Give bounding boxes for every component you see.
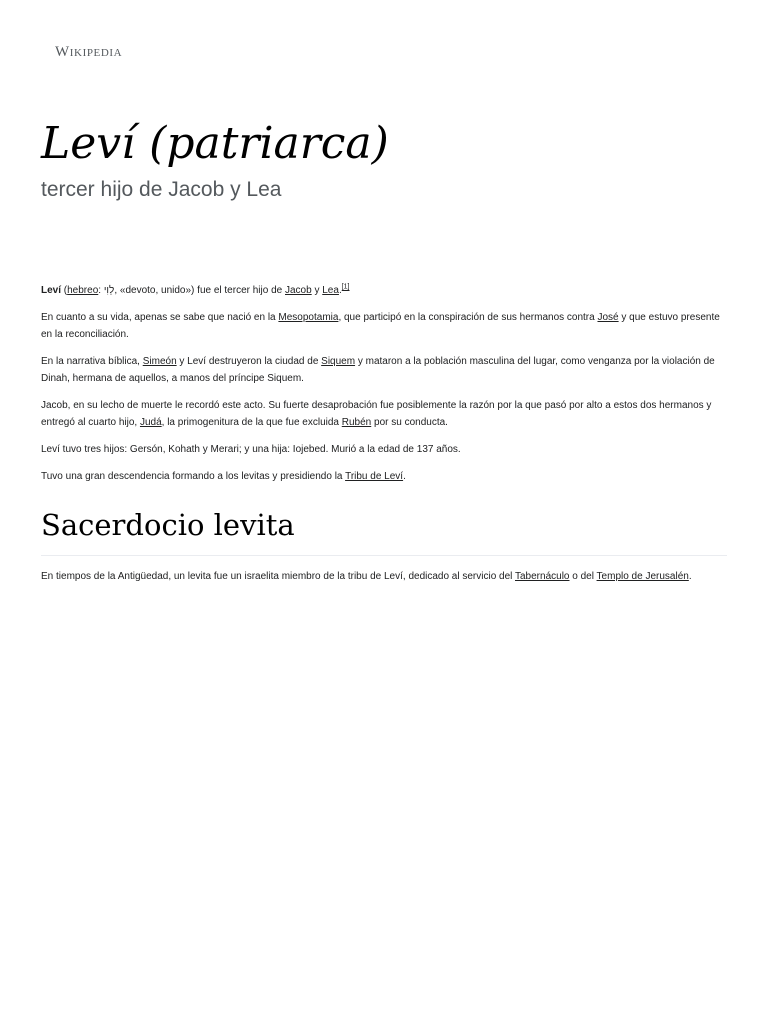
link-juda[interactable]: Judá <box>139 417 162 428</box>
link-hebreo[interactable]: hebreo <box>67 285 99 296</box>
text: . <box>403 471 406 482</box>
link-mesopotamia[interactable]: Mesopotamia <box>278 312 339 323</box>
paragraph-narrative <box>41 353 727 387</box>
text: , la primogenitura de la que fue excluida <box>161 417 342 428</box>
text: ( <box>61 285 68 296</box>
text: Jacob, en su lecho de muerte le recordó este acto. Su fuerte desaprobación fue posiblemente la razón por la que pasó por alto a estos dos hermanos y entregó al cuarto hijo, <box>41 400 712 428</box>
paragraph-children: Leví tuvo tres hijos: Gersón, Kohath y Merari; y una hija: Iojebed. Murió a la edad de 137 años. <box>41 444 461 455</box>
text: y mataron a la población masculina del lugar, como venganza por la violación de Dinah, hermana de aquellos, a manos del príncipe Siquem. <box>41 356 715 384</box>
text: o del <box>569 571 597 582</box>
wikipedia-logo[interactable]: Wikipedia <box>55 44 123 60</box>
link-templo-de-jerusalen[interactable]: Templo de Jerusalén <box>596 571 689 582</box>
text: : לֵוִי, «devoto, unido») fue el tercer hijo de <box>98 285 285 296</box>
article-content <box>41 282 727 595</box>
text: . <box>338 285 342 296</box>
page-title: Leví (patriarca) <box>41 118 389 169</box>
link-simeon[interactable]: Simeón <box>142 356 177 367</box>
paragraph-intro <box>41 282 727 299</box>
link-tribu-de-levi[interactable]: Tribu de Leví <box>345 471 404 482</box>
text: y <box>311 285 323 296</box>
link-ruben[interactable]: Rubén <box>341 417 372 428</box>
text: y Leví destruyeron la ciudad de <box>176 356 322 367</box>
text: En la narrativa bíblica, <box>41 356 143 367</box>
paragraph-jacob <box>41 397 727 431</box>
text: , que participó en la conspiración de sus hermanos contra <box>338 312 598 323</box>
text: por su conducta. <box>371 417 448 428</box>
link-siquem[interactable]: Siquem <box>321 356 356 367</box>
text: Tuvo una gran descendencia formando a los levitas y presidiendo la <box>41 471 346 482</box>
link-jose[interactable]: José <box>597 312 619 323</box>
text: En tiempos de la Antigüedad, un levita fue un israelita miembro de la tribu de Leví, dedicado al servicio del <box>41 571 515 582</box>
page-subtitle: tercer hijo de Jacob y Lea <box>41 178 282 201</box>
paragraph-descendants <box>41 468 727 485</box>
link-lea[interactable]: Lea <box>322 285 339 296</box>
reference-link-1[interactable]: [1] <box>341 283 350 291</box>
link-tabernaculo[interactable]: Tabernáculo <box>515 571 570 582</box>
text: En cuanto a su vida, apenas se sabe que nació en la <box>41 312 279 323</box>
link-jacob[interactable]: Jacob <box>285 285 312 296</box>
article-subject: Leví <box>41 285 62 296</box>
paragraph-life <box>41 309 727 343</box>
text: y que estuvo presente en la reconciliación. <box>41 312 720 340</box>
text: . <box>688 571 692 582</box>
paragraph-sacerdocio <box>41 568 727 585</box>
section-heading-sacerdocio: Sacerdocio levita <box>41 505 727 556</box>
